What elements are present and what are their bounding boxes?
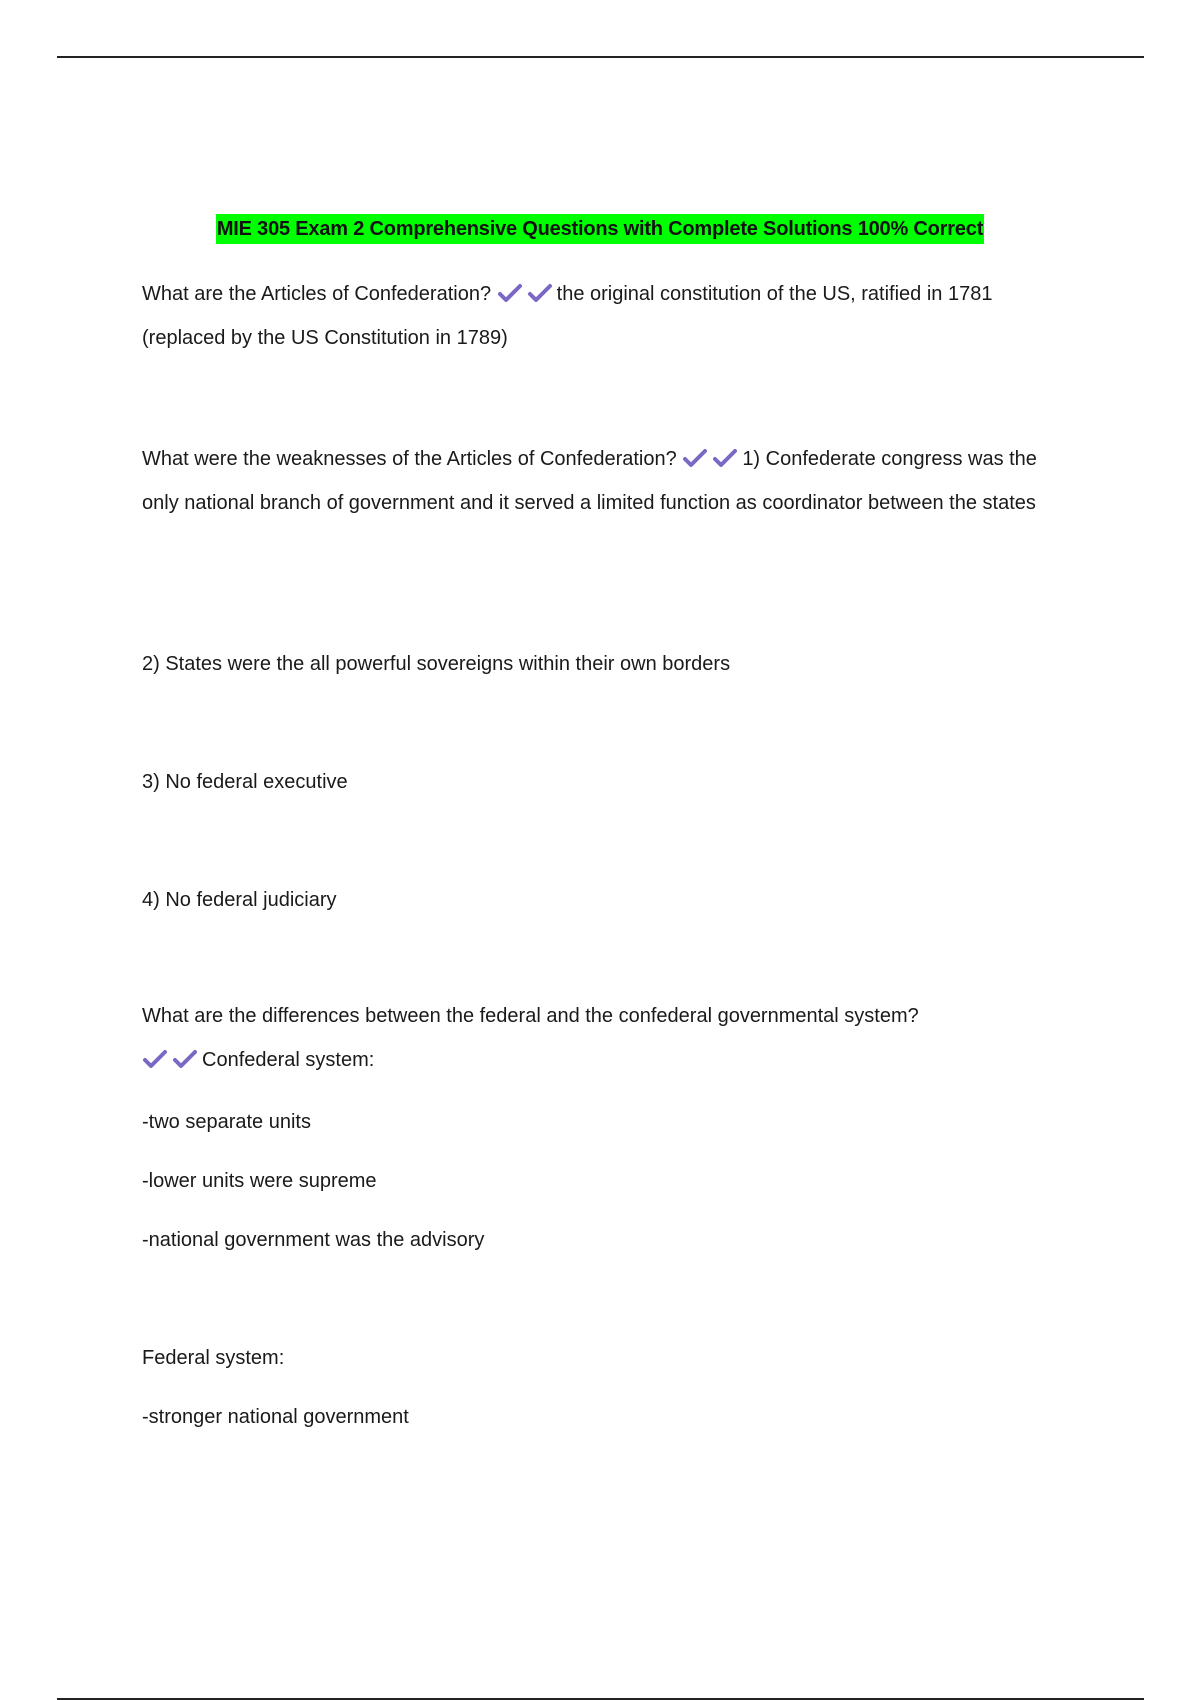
check-icon <box>682 448 708 468</box>
answer-2-point-2: 2) States were the all powerful sovereigns within their own borders <box>142 653 731 675</box>
check-icon <box>712 448 738 468</box>
question-2-text: What were the weaknesses of the Articles of Confederation? <box>142 448 677 470</box>
header-rule <box>57 56 1144 58</box>
check-icon <box>497 283 523 303</box>
question-3-text: What are the differences between the federal and the confederal governmental system? <box>142 1005 919 1027</box>
list-item: -stronger national government <box>142 1406 409 1428</box>
answer-2-text: 1) Confederate congress was the only national branch of government and it served a limited function as coordinator between the states <box>142 448 1037 514</box>
answer-1-text: the original constitution of the US, ratified in 1781 (replaced by the US Constitution in 1789) <box>142 283 993 349</box>
check-icon <box>172 1049 198 1069</box>
answer-2-point-3: 3) No federal executive <box>142 771 348 793</box>
answer-3-heading: Confederal system: <box>202 1049 375 1071</box>
list-item: -two separate units <box>142 1111 311 1133</box>
question-2 <box>142 437 1042 525</box>
question-1 <box>142 272 1042 360</box>
document-title: MIE 305 Exam 2 Comprehensive Questions with Complete Solutions 100% Correct <box>216 214 984 244</box>
check-icon <box>527 283 553 303</box>
list-item: -national government was the advisory <box>142 1229 485 1251</box>
question-1-text: What are the Articles of Confederation? <box>142 283 492 305</box>
title-wrap <box>0 214 1200 244</box>
question-3 <box>142 994 1042 1082</box>
answer-2-point-4: 4) No federal judiciary <box>142 889 337 911</box>
list-item: -lower units were supreme <box>142 1170 377 1192</box>
federal-heading: Federal system: <box>142 1347 285 1369</box>
check-icon <box>142 1049 168 1069</box>
